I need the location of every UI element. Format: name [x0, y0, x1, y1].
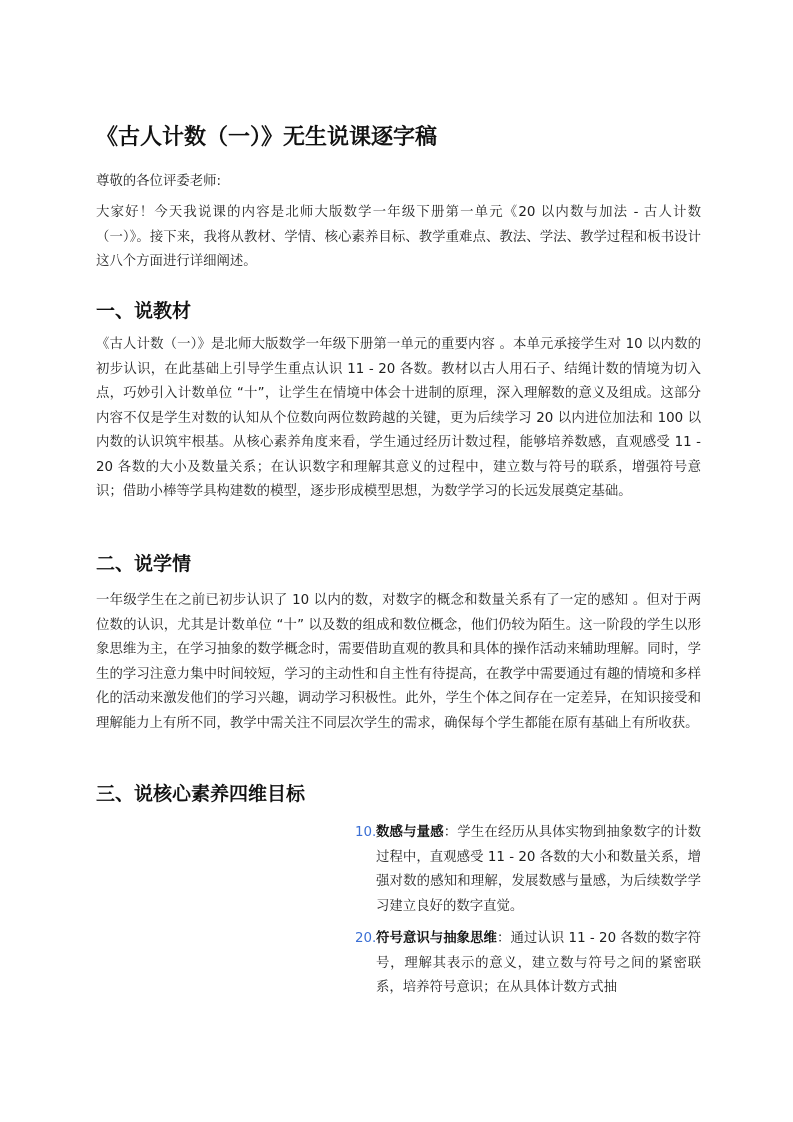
- list-number: 10.: [355, 825, 377, 840]
- section-body-student-analysis: 一年级学生在之前已初步认识了 10 以内的数，对数字的概念和数量关系有了一定的感知 。但对于两位数的认识，尤其是计数单位 “十” 以及数的组成和数位概念，他们仍较为陌生。这一阶段的学生以形象思维为主，在学习抽象的数学概念时，需要借助直观的教具和具体的操作活动来辅助理解。同时，学生的学习注意力集中时间较短，学习的主动性和自主性有待提高，在教学中需要通过有趣的情境和多样化的活动来激发他们的学习兴趣，调动学习积极性。此外，学生个体之间存在一定差异，在知识接受和理解能力上有所不同，教学中需关注不同层次学生的需求，确保每个学生都能在原有基础上有所收获。: [96, 593, 701, 731]
- greeting-paragraph: 尊敬的各位评委老师:: [96, 174, 222, 189]
- goal-text: ：学生在经历从具体实物到抽象数字的计数过程中，直观感受 11 - 20 各数的大小和数量关系，增强对数的感知和理解，发展数感与量感，为后续数学学习建立良好的数字直觉。: [376, 825, 702, 914]
- document-title: 《古人计数（一）》无生说课逐字稿: [96, 125, 438, 150]
- goal-text: ：通过认识 11 - 20 各数的数字符号，理解其表示的意义，建立数与符号之间的紧密联系，培养符号意识；在从具体计数方式抽: [376, 931, 702, 995]
- list-number: 20.: [355, 931, 377, 946]
- section-heading-student-analysis: 二、说学情: [96, 553, 192, 575]
- list-item: [356, 821, 701, 919]
- goals-list: [356, 821, 701, 1001]
- section-heading-teaching-material: 一、说教材: [96, 300, 192, 322]
- section-heading-core-goals: 三、说核心素养四维目标: [96, 783, 306, 805]
- goal-term: 数感与量感: [376, 825, 444, 840]
- intro-paragraph: 大家好！今天我说课的内容是北师大版数学一年级下册第一单元《20 以内数与加法 - 古人计数（一）》。接下来，我将从教材、学情、核心素养目标、教学重难点、教法、学法、教学过程和板书设计这八个方面进行详细阐述。: [96, 205, 701, 269]
- goal-term: 符号意识与抽象思维: [376, 931, 498, 946]
- list-item: [356, 927, 701, 1001]
- section-body-teaching-material: 《古人计数（一）》是北师大版数学一年级下册第一单元的重要内容 。本单元承接学生对 10 以内数的初步认识，在此基础上引导学生重点认识 11 - 20 各数。教材以古人用石子、结绳计数的情境为切入点，巧妙引入计数单位 “十”，让学生在情境中体会十进制的原理，深入理解数的意义及组成。这部分内容不仅是学生对数的认知从个位数向两位数跨越的关键，更为后续学习 20 以内进位加法和 100 以内数的认识筑牢根基。从核心素养角度来看，学生通过经历计数过程，能够培养数感，直观感受 11 - 20 各数的大小及数量关系；在认识数字和理解其意义的过程中，建立数与符号的联系，增强符号意识；借助小棒等学具构建数的模型，逐步形成模型思想，为数学学习的长远发展奠定基础。: [96, 337, 701, 499]
